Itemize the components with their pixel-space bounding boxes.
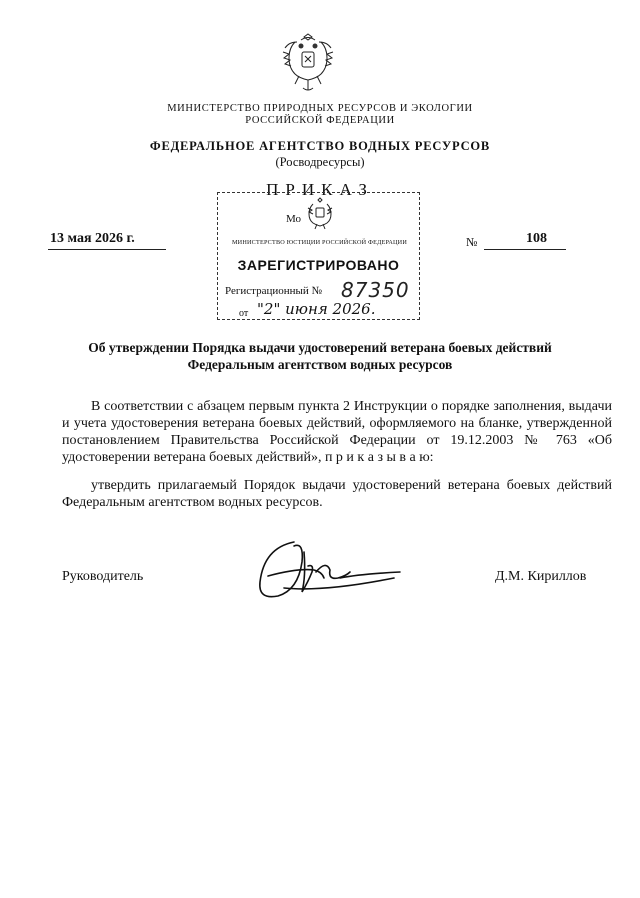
order-title: [0, 339, 640, 373]
coat-of-arms-emblem: [277, 30, 339, 96]
document-type: ПРИКАЗ: [266, 180, 374, 199]
handwritten-signature: [254, 532, 404, 612]
ministry-heading: [0, 103, 640, 127]
stamp-reg-label: Регистрационный №: [225, 285, 323, 297]
signer-name: Д.М. Кириллов: [495, 569, 587, 584]
title-line-1: Об утверждении Порядка выдачи удостоверений ветерана боевых действий: [88, 340, 552, 355]
body-paragraph-2: утвердить прилагаемый Порядок выдачи удостоверений ветерана боевых действий Федеральным агентством водных ресурсов.: [62, 478, 612, 510]
ministry-line-2: РОССИЙСКОЙ ФЕДЕРАЦИИ: [245, 115, 395, 126]
stamp-ministry: МИНИСТЕРСТВО ЮСТИЦИИ РОССИЙСКОЙ ФЕДЕРАЦИИ: [231, 239, 408, 246]
signer-position: Руководитель: [62, 569, 144, 584]
stamp-date: "2" июня 2026.: [257, 300, 376, 318]
order-date: 13 мая 2026 г.: [50, 231, 135, 246]
stamp-registered-label: ЗАРЕГИСТРИРОВАНО: [237, 257, 400, 273]
agency-short-name: (Росводресурсы): [275, 155, 365, 169]
date-underline: [48, 249, 166, 250]
number-sign: №: [466, 235, 478, 249]
order-number: 108: [526, 231, 547, 246]
agency-name: ФЕДЕРАЛЬНОЕ АГЕНТСТВО ВОДНЫХ РЕСУРСОВ: [149, 139, 491, 153]
body-paragraph-1: В соответствии с абзацем первым пункта 2 Инструкции о порядке заполнения, выдачи и учета удостоверения ветерана боевых действий, оформляемого на бланке, утвержденной постановлением Правительства Российской Федерации от 19.12.2003 № 763 «Об удостоверении ветерана боевых действий», п р и к а з ы в а ю:: [62, 399, 612, 465]
title-line-2: Федеральным агентством водных ресурсов: [187, 357, 453, 372]
stamp-city-fragment: Мо: [286, 213, 302, 225]
registration-stamp: [217, 192, 422, 322]
stamp-reg-number: 87350: [341, 278, 410, 302]
stamp-date-prefix: от: [239, 308, 249, 319]
stamp-emblem-icon: [305, 196, 335, 232]
number-underline: [484, 249, 566, 250]
ministry-line-1: МИНИСТЕРСТВО ПРИРОДНЫХ РЕСУРСОВ И ЭКОЛОГИИ: [167, 103, 473, 114]
